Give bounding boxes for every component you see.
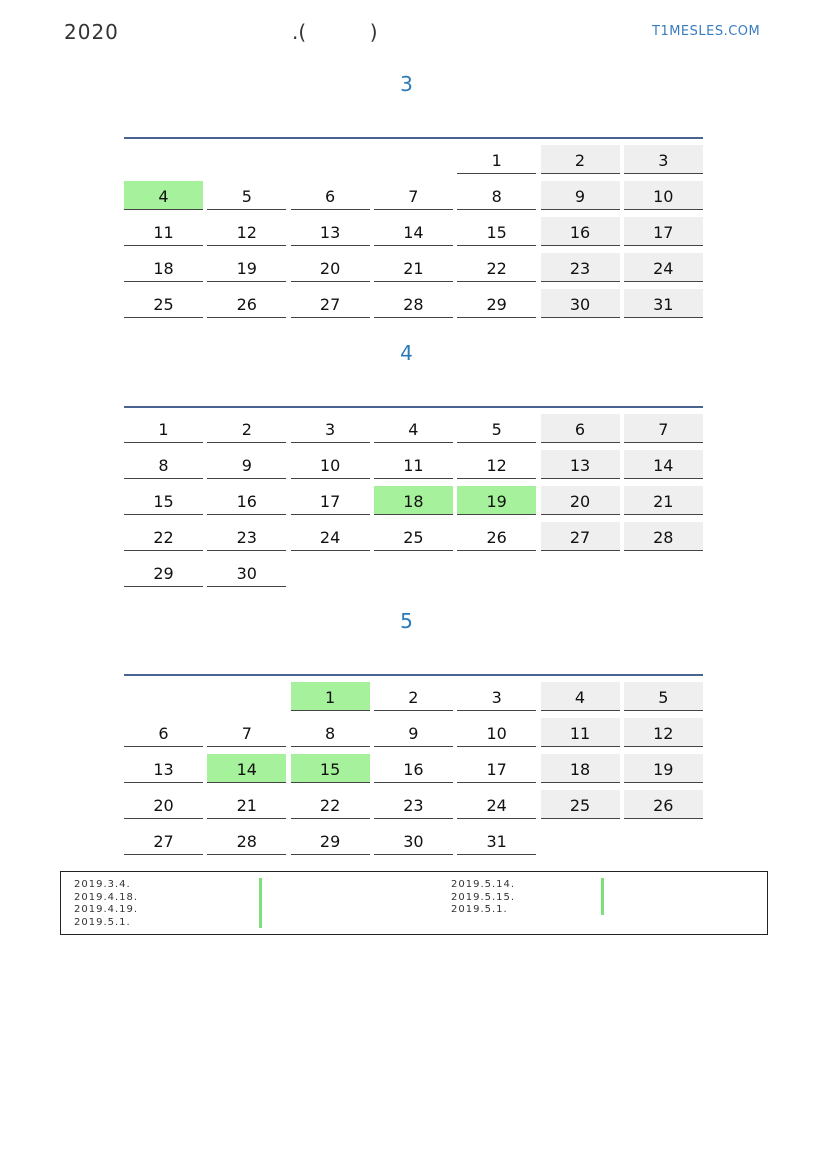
holiday-notes xyxy=(60,871,768,935)
calendar-empty-cell xyxy=(624,826,703,855)
calendar-week xyxy=(124,712,703,748)
calendar-day-weekend: 30 xyxy=(541,289,620,318)
calendar-day-holiday: 1 xyxy=(291,682,370,711)
calendar-day-weekend: 11 xyxy=(541,718,620,747)
calendar-week xyxy=(124,283,703,319)
calendar-day: 6 xyxy=(124,718,203,747)
calendar-day-weekend: 31 xyxy=(624,289,703,318)
calendar-day-weekend: 3 xyxy=(624,145,703,174)
calendar-day: 11 xyxy=(374,450,453,479)
calendar-may xyxy=(124,674,703,856)
calendar-day: 31 xyxy=(457,826,536,855)
calendar-week xyxy=(124,676,703,712)
calendar-week xyxy=(124,408,703,444)
calendar-week xyxy=(124,552,703,588)
calendar-day: 8 xyxy=(291,718,370,747)
calendar-day-weekend: 12 xyxy=(624,718,703,747)
calendar-day: 24 xyxy=(457,790,536,819)
header-year: 2020 xyxy=(64,20,119,44)
calendar-day: 20 xyxy=(291,253,370,282)
calendar-day: 26 xyxy=(207,289,286,318)
calendar-empty-cell xyxy=(541,558,620,587)
calendar-day: 25 xyxy=(374,522,453,551)
calendar-day-weekend: 16 xyxy=(541,217,620,246)
calendar-week xyxy=(124,748,703,784)
calendar-day: 10 xyxy=(457,718,536,747)
calendar-day: 17 xyxy=(291,486,370,515)
note-line: 2019.5.1. xyxy=(74,916,131,928)
calendar-day: 12 xyxy=(457,450,536,479)
calendar-day-weekend: 28 xyxy=(624,522,703,551)
note-line: 2019.4.18. xyxy=(74,891,139,903)
calendar-day-weekend: 14 xyxy=(624,450,703,479)
note-line: 2019.5.14. xyxy=(451,879,516,890)
site-logo[interactable]: T1MESLES.COM xyxy=(652,24,761,39)
calendar-day: 23 xyxy=(374,790,453,819)
calendar-day: 16 xyxy=(207,486,286,515)
calendar-empty-cell xyxy=(124,145,203,174)
calendar-week xyxy=(124,211,703,247)
notes-right-column xyxy=(451,879,515,917)
calendar-day: 9 xyxy=(207,450,286,479)
calendar-day: 29 xyxy=(291,826,370,855)
note-line: 2019.3.4. xyxy=(74,879,131,890)
calendar-day: 19 xyxy=(207,253,286,282)
header-title: .( ) xyxy=(292,20,378,44)
calendar-day-holiday: 19 xyxy=(457,486,536,515)
calendar-day: 16 xyxy=(374,754,453,783)
calendar-day: 21 xyxy=(374,253,453,282)
calendar-day: 3 xyxy=(291,414,370,443)
calendar-empty-cell xyxy=(291,145,370,174)
calendar-march xyxy=(124,137,703,319)
calendar-day: 17 xyxy=(457,754,536,783)
calendar-day: 29 xyxy=(457,289,536,318)
calendar-day: 22 xyxy=(457,253,536,282)
month-title-may: 5 xyxy=(400,609,413,633)
calendar-empty-cell xyxy=(124,682,203,711)
calendar-empty-cell xyxy=(457,558,536,587)
calendar-day-weekend: 5 xyxy=(624,682,703,711)
calendar-empty-cell xyxy=(374,145,453,174)
calendar-day: 7 xyxy=(374,181,453,210)
calendar-day: 9 xyxy=(374,718,453,747)
calendar-week xyxy=(124,516,703,552)
calendar-day-weekend: 2 xyxy=(541,145,620,174)
calendar-day-holiday: 14 xyxy=(207,754,286,783)
calendar-day-weekend: 18 xyxy=(541,754,620,783)
calendar-day: 2 xyxy=(374,682,453,711)
calendar-day: 1 xyxy=(124,414,203,443)
calendar-empty-cell xyxy=(207,145,286,174)
note-line: 2019.5.15. xyxy=(451,891,516,903)
calendar-day: 10 xyxy=(291,450,370,479)
calendar-empty-cell xyxy=(624,558,703,587)
calendar-day: 8 xyxy=(457,181,536,210)
note-marker xyxy=(601,878,604,915)
calendar-day: 14 xyxy=(374,217,453,246)
calendar-day: 7 xyxy=(207,718,286,747)
calendar-day-weekend: 13 xyxy=(541,450,620,479)
month-title-april: 4 xyxy=(400,341,413,365)
calendar-day: 15 xyxy=(457,217,536,246)
calendar-day: 6 xyxy=(291,181,370,210)
calendar-day: 29 xyxy=(124,558,203,587)
calendar-week xyxy=(124,139,703,175)
calendar-day: 20 xyxy=(124,790,203,819)
calendar-day-weekend: 17 xyxy=(624,217,703,246)
calendar-day-weekend: 19 xyxy=(624,754,703,783)
calendar-day-weekend: 21 xyxy=(624,486,703,515)
calendar-day: 22 xyxy=(124,522,203,551)
calendar-empty-cell xyxy=(374,558,453,587)
calendar-empty-cell xyxy=(207,682,286,711)
calendar-day: 13 xyxy=(124,754,203,783)
calendar-day: 5 xyxy=(207,181,286,210)
calendar-day: 5 xyxy=(457,414,536,443)
calendar-empty-cell xyxy=(541,826,620,855)
calendar-day-weekend: 10 xyxy=(624,181,703,210)
calendar-day: 28 xyxy=(374,289,453,318)
calendar-day: 11 xyxy=(124,217,203,246)
note-line: 2019.4.19. xyxy=(74,904,139,915)
calendar-day-weekend: 20 xyxy=(541,486,620,515)
calendar-day: 27 xyxy=(124,826,203,855)
calendar-day: 1 xyxy=(457,145,536,174)
calendar-day-weekend: 7 xyxy=(624,414,703,443)
calendar-day: 18 xyxy=(124,253,203,282)
calendar-day-holiday: 15 xyxy=(291,754,370,783)
calendar-week xyxy=(124,480,703,516)
calendar-day: 15 xyxy=(124,486,203,515)
calendar-day-weekend: 24 xyxy=(624,253,703,282)
calendar-day: 13 xyxy=(291,217,370,246)
calendar-day: 12 xyxy=(207,217,286,246)
calendar-week xyxy=(124,820,703,856)
calendar-day-weekend: 9 xyxy=(541,181,620,210)
calendar-april xyxy=(124,406,703,588)
calendar-day: 8 xyxy=(124,450,203,479)
notes-left-column xyxy=(74,879,138,929)
calendar-day-weekend: 27 xyxy=(541,522,620,551)
calendar-day: 3 xyxy=(457,682,536,711)
calendar-day-weekend: 26 xyxy=(624,790,703,819)
note-marker xyxy=(259,878,262,928)
calendar-day-weekend: 23 xyxy=(541,253,620,282)
note-line: 2019.5.1. xyxy=(451,904,508,915)
month-title-march: 3 xyxy=(400,72,413,96)
calendar-day: 30 xyxy=(374,826,453,855)
calendar-day: 24 xyxy=(291,522,370,551)
calendar-day: 4 xyxy=(374,414,453,443)
calendar-day: 27 xyxy=(291,289,370,318)
calendar-week xyxy=(124,784,703,820)
calendar-week xyxy=(124,247,703,283)
calendar-day-weekend: 4 xyxy=(541,682,620,711)
calendar-day: 30 xyxy=(207,558,286,587)
calendar-day: 28 xyxy=(207,826,286,855)
calendar-day-holiday: 4 xyxy=(124,181,203,210)
calendar-week xyxy=(124,175,703,211)
calendar-day: 25 xyxy=(124,289,203,318)
calendar-day: 26 xyxy=(457,522,536,551)
calendar-day-weekend: 25 xyxy=(541,790,620,819)
calendar-day: 21 xyxy=(207,790,286,819)
calendar-day: 2 xyxy=(207,414,286,443)
calendar-empty-cell xyxy=(291,558,370,587)
calendar-day-holiday: 18 xyxy=(374,486,453,515)
calendar-week xyxy=(124,444,703,480)
calendar-day-weekend: 6 xyxy=(541,414,620,443)
calendar-day: 23 xyxy=(207,522,286,551)
calendar-day: 22 xyxy=(291,790,370,819)
